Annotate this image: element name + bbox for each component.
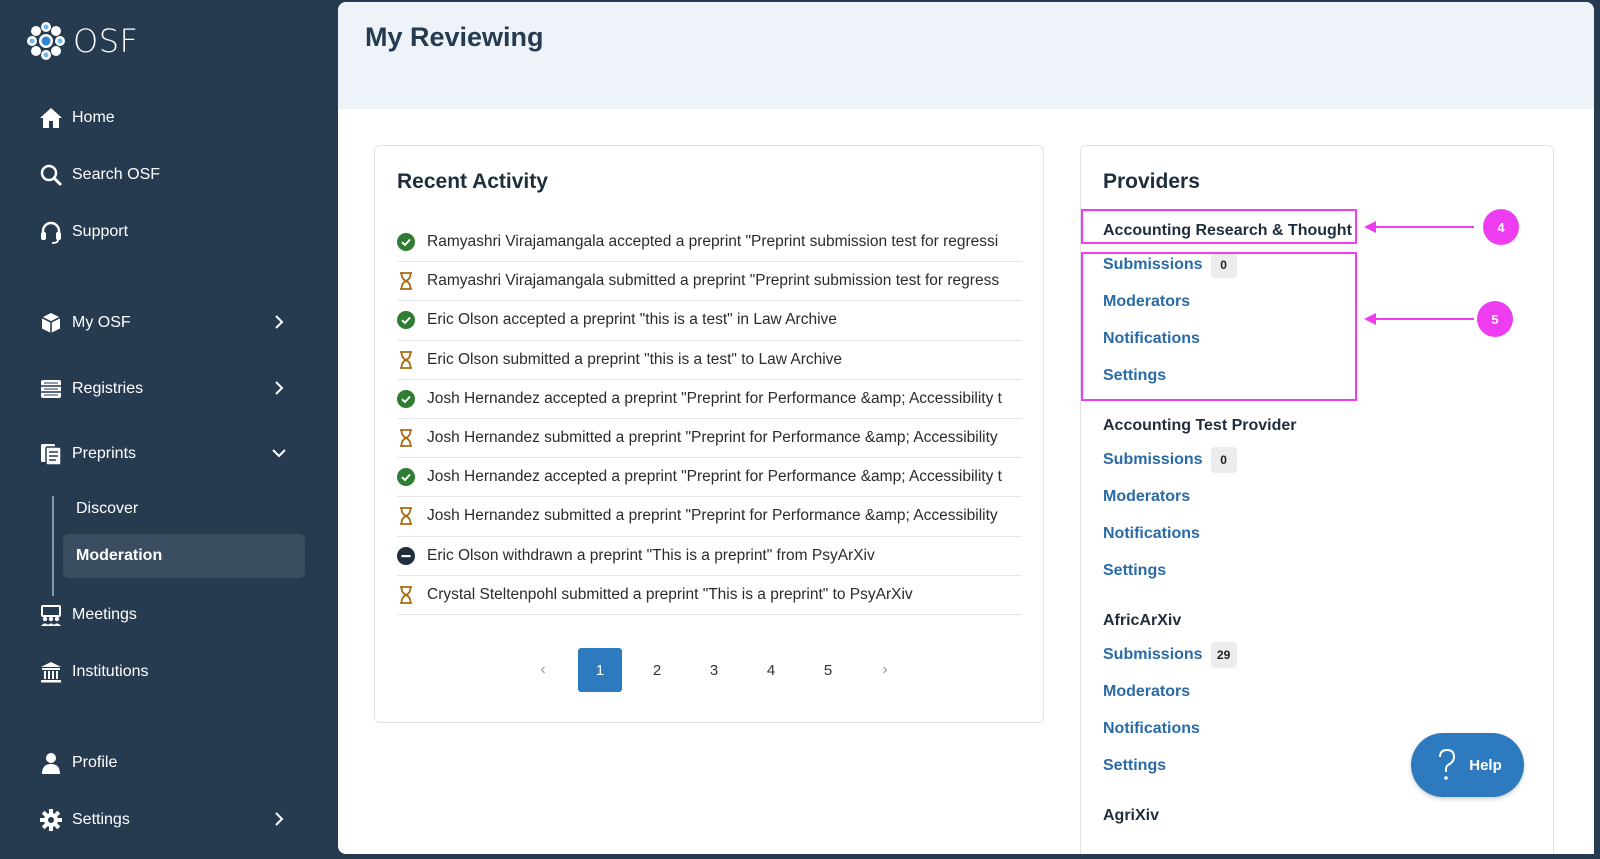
annotation-marker-5: 5 <box>1477 301 1513 337</box>
sidebar-item-my-osf[interactable] <box>38 305 300 341</box>
activity-text[interactable]: Eric Olson withdrawn a preprint "This is a preprint" from PsyArXiv <box>427 546 875 564</box>
annotation-arrow <box>1366 226 1474 228</box>
check-circle-icon <box>397 390 415 408</box>
page-title: My Reviewing <box>365 22 544 52</box>
activity-row <box>397 341 1022 380</box>
recent-activity-title: Recent Activity <box>397 170 548 193</box>
pagination-page-2[interactable]: 2 <box>652 661 662 679</box>
meetings-icon <box>38 602 64 628</box>
help-button[interactable] <box>1411 733 1524 797</box>
documents-icon <box>38 441 64 467</box>
sidebar-item-search[interactable] <box>38 157 300 193</box>
sidebar-item-label: Institutions <box>72 663 149 680</box>
activity-row <box>397 380 1022 419</box>
sidebar-item-label: Settings <box>72 811 130 828</box>
provider-notifications-link[interactable]: Notifications <box>1103 720 1200 737</box>
sidebar <box>0 0 338 859</box>
page-header <box>338 2 1594 109</box>
gear-icon <box>38 807 64 833</box>
logo-text: OSF <box>73 22 139 60</box>
provider-settings-link[interactable]: Settings <box>1103 367 1167 384</box>
sidebar-item-label: Profile <box>72 754 118 771</box>
activity-row <box>397 419 1022 458</box>
activity-text[interactable]: Eric Olson submitted a preprint "this is a test" to Law Archive <box>427 350 843 368</box>
activity-row <box>397 497 1022 536</box>
sidebar-item-support[interactable] <box>38 214 300 250</box>
provider-moderators-link[interactable]: Moderators <box>1103 488 1191 505</box>
activity-text[interactable]: Josh Hernandez accepted a preprint "Preprint for Performance &amp; Accessibility t <box>427 389 1002 407</box>
pagination-page-1[interactable]: 1 <box>578 648 622 692</box>
pagination-page-3[interactable]: 3 <box>709 661 719 679</box>
provider-settings-link[interactable]: Settings <box>1103 562 1167 579</box>
osf-logo[interactable] <box>25 20 138 62</box>
sidebar-item-label: My OSF <box>72 314 131 331</box>
headset-icon <box>38 219 64 245</box>
activity-text[interactable]: Crystal Steltenpohl submitted a preprint "This is a preprint" to PsyArXiv <box>427 585 913 603</box>
pagination-next[interactable]: › <box>882 661 888 678</box>
cube-icon <box>38 310 64 336</box>
sidebar-item-settings[interactable] <box>38 802 300 838</box>
osf-logo-icon <box>25 20 67 62</box>
submenu-divider <box>52 496 54 596</box>
question-mark-icon <box>1433 747 1461 783</box>
institution-icon <box>38 659 64 685</box>
archive-icon <box>38 376 64 402</box>
chevron-down-icon[interactable] <box>270 444 288 462</box>
submissions-count-badge: 0 <box>1211 252 1237 278</box>
activity-text[interactable]: Eric Olson accepted a preprint "this is a test" in Law Archive <box>427 311 837 329</box>
recent-activity-card <box>374 145 1044 723</box>
provider-name <box>1103 417 1297 437</box>
activity-row <box>397 223 1022 262</box>
activity-text[interactable]: Ramyashri Virajamangala submitted a preprint "Preprint submission test for regress <box>427 272 1000 290</box>
activity-text[interactable]: Josh Hernandez submitted a preprint "Preprint for Performance &amp; Accessibility <box>427 429 998 447</box>
activity-text[interactable]: Josh Hernandez submitted a preprint "Preprint for Performance &amp; Accessibility <box>427 507 998 525</box>
sidebar-subitem-label: Moderation <box>76 547 163 564</box>
annotation-box-provider-links <box>1081 252 1357 401</box>
activity-text[interactable]: Josh Hernandez accepted a preprint "Preprint for Performance &amp; Accessibility t <box>427 468 1002 486</box>
activity-row <box>397 537 1022 576</box>
sidebar-item-label: Search OSF <box>72 166 161 183</box>
activity-row <box>397 458 1022 497</box>
user-icon <box>38 750 64 776</box>
check-circle-icon <box>397 311 415 329</box>
sidebar-item-label: Registries <box>72 380 144 397</box>
submissions-label: Submissions <box>1103 646 1203 663</box>
submissions-label: Submissions <box>1103 256 1203 273</box>
sidebar-subitem-moderation[interactable] <box>63 534 305 578</box>
activity-list <box>397 223 1022 615</box>
sidebar-item-label: Support <box>72 223 129 240</box>
hourglass-icon <box>397 586 415 604</box>
provider-moderators-link[interactable]: Moderators <box>1103 293 1191 310</box>
chevron-right-icon[interactable] <box>270 810 288 828</box>
pagination-page-4[interactable]: 4 <box>766 661 776 679</box>
provider-submissions-link[interactable] <box>1103 450 1237 470</box>
provider-name-text: Accounting Test Provider <box>1103 417 1297 434</box>
activity-row <box>397 301 1022 340</box>
check-circle-icon <box>397 233 415 251</box>
provider-name-text: AgriXiv <box>1103 807 1160 824</box>
sidebar-item-registries[interactable] <box>38 371 300 407</box>
main-content <box>338 2 1594 854</box>
provider-name <box>1103 807 1159 827</box>
pagination <box>521 648 920 692</box>
provider-name <box>1103 612 1181 632</box>
sidebar-item-home[interactable] <box>38 100 300 136</box>
provider-notifications-link[interactable]: Notifications <box>1103 330 1200 347</box>
sidebar-item-institutions[interactable] <box>38 654 300 690</box>
activity-row <box>397 576 1022 615</box>
pagination-page-5[interactable]: 5 <box>823 661 833 679</box>
pagination-prev[interactable]: ‹ <box>540 661 546 678</box>
minus-circle-icon <box>397 547 415 565</box>
provider-moderators-link[interactable]: Moderators <box>1103 683 1191 700</box>
hourglass-icon <box>397 507 415 525</box>
home-icon <box>38 105 64 131</box>
provider-name-text: AfricArXiv <box>1103 612 1182 629</box>
submissions-count-badge: 29 <box>1211 642 1237 668</box>
annotation-arrow <box>1366 318 1474 320</box>
sidebar-item-profile[interactable] <box>38 745 300 781</box>
sidebar-subitem-discover[interactable] <box>63 487 305 531</box>
check-circle-icon <box>397 468 415 486</box>
sidebar-item-meetings[interactable] <box>38 597 300 633</box>
activity-text[interactable]: Ramyashri Virajamangala accepted a preprint "Preprint submission test for regressi <box>427 233 999 251</box>
hourglass-icon <box>397 429 415 447</box>
activity-row <box>397 262 1022 301</box>
submissions-label: Submissions <box>1103 451 1203 468</box>
hourglass-icon <box>397 272 415 290</box>
annotation-box-provider-name <box>1081 209 1357 244</box>
sidebar-item-label: Preprints <box>72 445 137 462</box>
sidebar-item-preprints[interactable] <box>38 436 300 472</box>
annotation-marker-4: 4 <box>1483 209 1519 245</box>
provider-name-text: Accounting Research & Thought <box>1103 222 1352 239</box>
sidebar-item-label: Meetings <box>72 606 137 623</box>
hourglass-icon <box>397 351 415 369</box>
help-label: Help <box>1469 756 1502 774</box>
sidebar-item-label: Home <box>72 109 115 126</box>
provider-notifications-link[interactable]: Notifications <box>1103 525 1200 542</box>
search-icon <box>38 162 64 188</box>
chevron-right-icon[interactable] <box>270 379 288 397</box>
sidebar-subitem-label: Discover <box>76 500 139 517</box>
provider-settings-link[interactable]: Settings <box>1103 757 1167 774</box>
provider-submissions-link[interactable] <box>1103 645 1237 665</box>
submissions-count-badge: 0 <box>1211 447 1237 473</box>
providers-title: Providers <box>1103 170 1200 193</box>
chevron-right-icon[interactable] <box>270 313 288 331</box>
